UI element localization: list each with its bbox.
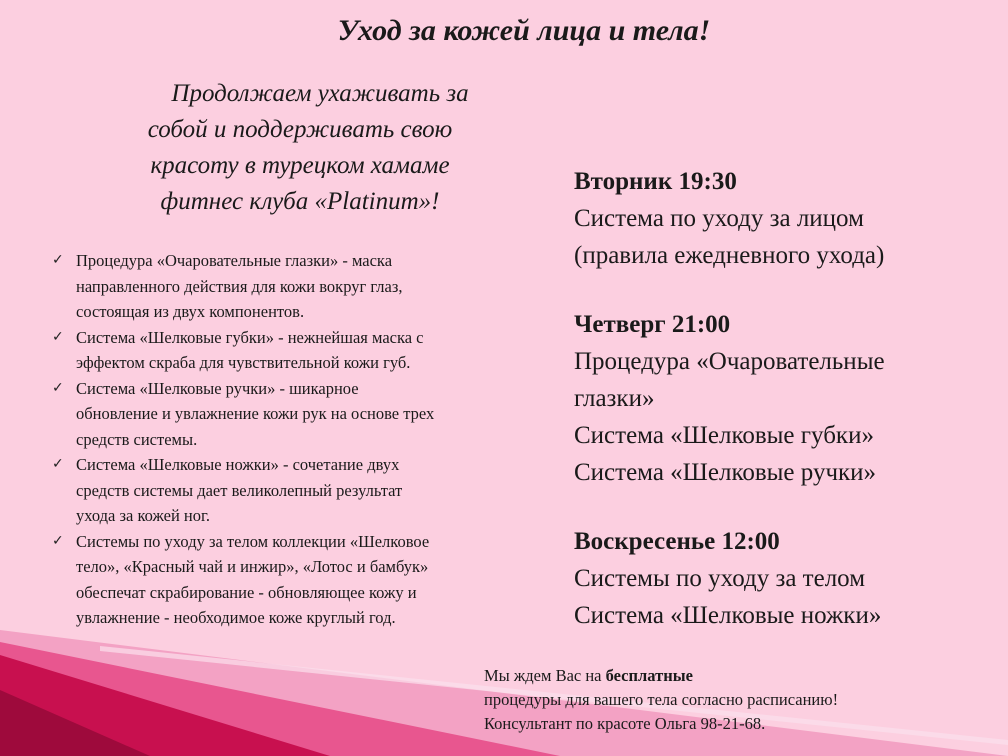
list-item [52, 529, 522, 631]
intro-line: собой и поддерживать свою [147, 116, 453, 143]
list-item [52, 325, 522, 376]
schedule-item: Процедура «Очаровательные [574, 348, 885, 375]
schedule-item: Системы по уходу за телом [574, 565, 866, 592]
list-item-line: средств системы дает великолепный результат [76, 480, 403, 500]
list-item-line: Система «Шелковые губки» - нежнейшая маска с [76, 327, 424, 347]
schedule-tuesday [574, 163, 994, 274]
list-item-line: направленного действия для кожи вокруг глаз, [76, 276, 403, 296]
list-item-line: средств системы. [76, 429, 198, 449]
list-item [52, 248, 522, 325]
intro-line: Продолжаем ухаживать за [171, 80, 469, 107]
checkmark-icon: ✓ [52, 328, 64, 345]
list-item-line: ухода за кожей ног. [76, 506, 211, 525]
schedule-item: Система «Шелковые ножки» [574, 602, 882, 629]
schedule-item: (правила ежедневного ухода) [574, 242, 885, 269]
list-item [52, 376, 522, 453]
schedule-day: Четверг 21:00 [574, 311, 731, 338]
schedule-day: Воскресенье 12:00 [574, 528, 780, 555]
schedule-item: Система по уходу за лицом [574, 205, 864, 232]
footer-line [484, 664, 1004, 688]
intro-line: фитнес клуба «Platinum»! [160, 188, 440, 215]
schedule-thursday [574, 306, 994, 491]
list-item-line: Система «Шелковые ручки» - шикарное [76, 378, 359, 398]
list-item-line: тело», «Красный чай и инжир», «Лотос и бамбук» [76, 557, 429, 576]
intro-text [90, 76, 510, 220]
list-item-line: Система «Шелковые ножки» - сочетание двух [76, 455, 400, 474]
schedule-sunday [574, 523, 994, 634]
intro-line: красоту в турецком хамаме [150, 152, 450, 179]
list-item-line: увлажнение - необходимое коже круглый год. [76, 608, 396, 627]
procedure-list [52, 248, 522, 631]
footer-note [484, 664, 1004, 736]
list-item-line: состоящая из двух компонентов. [76, 302, 305, 321]
list-item-line: Системы по уходу за телом коллекции «Шелковое [76, 531, 430, 551]
footer-contact: Консультант по красоте Ольга 98-21-68. [484, 714, 766, 733]
footer-bold-text: бесплатные [605, 666, 693, 685]
schedule [574, 163, 994, 634]
checkmark-icon: ✓ [52, 252, 64, 268]
schedule-item: Система «Шелковые губки» [574, 422, 874, 449]
list-item-line: обновление и увлажнение кожи рук на основе трех [76, 404, 435, 423]
page-title: Уход за кожей лица и тела! [337, 14, 711, 47]
schedule-item: глазки» [574, 385, 655, 412]
list-item [52, 452, 522, 529]
schedule-day: Вторник 19:30 [574, 168, 737, 195]
checkmark-icon: ✓ [52, 532, 64, 549]
list-item-line: обеспечат скрабирование - обновляющее кожу и [76, 582, 417, 602]
footer-line: процедуры для вашего тела согласно расписанию! [484, 690, 839, 709]
schedule-item: Система «Шелковые ручки» [574, 459, 877, 486]
footer-text: Мы ждем Вас на [484, 666, 606, 685]
checkmark-icon: ✓ [52, 456, 64, 472]
list-item-line: эффектом скраба для чувствительной кожи губ. [76, 353, 411, 372]
list-item-line: Процедура «Очаровательные глазки» - маска [76, 251, 393, 270]
checkmark-icon: ✓ [52, 379, 64, 396]
